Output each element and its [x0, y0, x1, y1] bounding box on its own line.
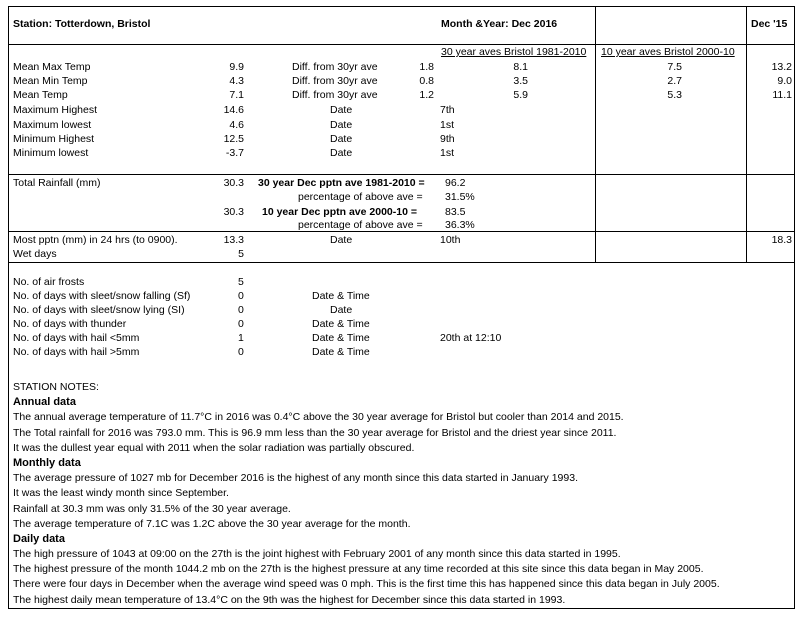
note-line: There were four days in December when the average wind speed was 0 mph. This is the first time this has happened since this data began in July 2005. [13, 578, 720, 591]
divider [595, 6, 596, 262]
date-value: 7th [440, 104, 455, 116]
note-line: The average pressure of 1027 mb for December 2016 is the highest of any month since this data started in January 1993. [13, 472, 578, 485]
row-value: 0 [238, 318, 244, 330]
note-line: The highest daily mean temperature of 13.4°C on the 9th was the highest for December since this data started in 1993. [13, 593, 566, 606]
date-value: 1st [440, 147, 455, 159]
prev-value: 11.1 [772, 89, 792, 101]
rain-ave10-value: 83.5 [445, 206, 466, 218]
row-label: No. of days with hail >5mm [13, 346, 140, 358]
date-label: Date & Time [312, 346, 370, 358]
rainfall-value: 30.3 [223, 177, 244, 189]
annual-heading: Annual data [13, 396, 76, 409]
diff-value: 1.2 [419, 89, 434, 101]
station-notes [13, 380, 793, 608]
divider [746, 6, 747, 262]
row-label: Maximum Highest [13, 104, 98, 116]
row-label: Mean Max Temp [13, 61, 91, 73]
note-line: The average temperature of 7.1C was 1.2C above the 30 year average for the month. [13, 517, 411, 530]
row-value: 4.6 [229, 119, 244, 131]
rain-pct30-label: percentage of above ave = [298, 191, 423, 203]
row-label: No. of days with hail <5mm [13, 332, 140, 344]
divider [8, 262, 795, 263]
ave10-value: 5.3 [667, 89, 682, 101]
date-label: Date & Time [312, 318, 370, 330]
note-line: It was the dullest year equal with 2011 when the solar radiation was partially obscured. [13, 441, 415, 454]
wet-days-value: 5 [238, 248, 244, 260]
daily-heading: Daily data [13, 532, 65, 545]
date-value: 20th at 12:10 [440, 332, 502, 344]
note-line: The Total rainfall for 2016 was 793.0 mm. This is 96.9 mm less than the 30 year average for Bristol and the driest year since 2011. [13, 426, 617, 439]
row-value: 7.1 [229, 89, 244, 101]
most-pptn-date: 10th [440, 234, 461, 246]
ave30-value: 8.1 [513, 61, 528, 73]
rain-pct30-value: 31.5% [445, 191, 475, 203]
row-label: No. of days with sleet/snow lying (SI) [13, 304, 185, 316]
row-value: 12.5 [223, 133, 244, 145]
row-label: Maximum lowest [13, 119, 92, 131]
monthly-heading: Monthly data [13, 456, 81, 469]
prev-year-title: Dec '15 [751, 18, 788, 30]
row-value: 4.3 [229, 75, 244, 87]
rain-pct10-label: percentage of above ave = [298, 219, 423, 231]
date-value: 9th [440, 133, 455, 145]
date-value: 1st [440, 119, 455, 131]
ave30-heading: 30 year aves Bristol 1981-2010 [441, 46, 587, 58]
note-line: The highest pressure of the month 1044.2 mb on the 27th is the highest pressure at any time recorded at this site since this data began in May 2005. [13, 563, 704, 576]
diff-label: Diff. from 30yr ave [292, 75, 378, 87]
row-value: 5 [238, 276, 244, 288]
note-line: The annual average temperature of 11.7°C in 2016 was 0.4°C above the 30 year average for Bristol but cooler than 2014 and 2015. [13, 411, 624, 424]
row-label: Mean Min Temp [13, 75, 88, 87]
notes-title: STATION NOTES: [13, 381, 99, 393]
row-label: No. of air frosts [13, 276, 85, 288]
rain-ave30-value: 96.2 [445, 177, 466, 189]
diff-label: Diff. from 30yr ave [292, 89, 378, 101]
row-label: Minimum lowest [13, 147, 89, 159]
diff-value: 1.8 [419, 61, 434, 73]
ave30-value: 3.5 [513, 75, 528, 87]
date-label: Date & Time [312, 332, 370, 344]
row-value: -3.7 [225, 147, 244, 159]
row-value: 0 [238, 304, 244, 316]
most-pptn-label: Most pptn (mm) in 24 hrs (to 0900). [13, 234, 178, 246]
prev-value: 9.0 [777, 75, 792, 87]
row-value: 1 [238, 332, 244, 344]
row-value: 0 [238, 290, 244, 302]
date-label: Date [330, 133, 353, 145]
row-value: 9.9 [229, 61, 244, 73]
row-label: Mean Temp [13, 89, 68, 101]
prev-value: 13.2 [771, 61, 792, 73]
most-pptn-prev: 18.3 [771, 234, 792, 246]
divider [8, 174, 795, 175]
rainfall-value-2: 30.3 [223, 206, 244, 218]
most-pptn-date-label: Date [330, 234, 353, 246]
note-line: Rainfall at 30.3 mm was only 31.5% of the 30 year average. [13, 502, 291, 515]
date-label: Date & Time [312, 290, 370, 302]
ave10-heading: 10 year aves Bristol 2000-10 [601, 46, 735, 58]
most-pptn-value: 13.3 [223, 234, 244, 246]
month-year-title: Month &Year: Dec 2016 [441, 18, 558, 30]
rain-ave30-label: 30 year Dec pptn ave 1981-2010 = [258, 177, 425, 189]
ave30-value: 5.9 [513, 89, 528, 101]
station-title: Station: Totterdown, Bristol [13, 18, 151, 30]
row-label: Minimum Highest [13, 133, 95, 145]
date-label: Date [330, 104, 353, 116]
row-label: No. of days with sleet/snow falling (Sf) [13, 290, 191, 302]
date-label: Date [330, 119, 353, 131]
row-value: 14.6 [223, 104, 244, 116]
rain-pct10-value: 36.3% [445, 219, 475, 231]
row-value: 0 [238, 346, 244, 358]
wet-days-label: Wet days [13, 248, 57, 260]
ave10-value: 2.7 [667, 75, 682, 87]
row-label: No. of days with thunder [13, 318, 127, 330]
rainfall-label: Total Rainfall (mm) [13, 177, 101, 189]
diff-value: 0.8 [419, 75, 434, 87]
note-line: The high pressure of 1043 at 09:00 on the 27th is the joint highest with February 2001 of any month since this data started in 1995. [13, 548, 621, 561]
date-label: Date [330, 147, 353, 159]
diff-label: Diff. from 30yr ave [292, 61, 378, 73]
note-line: It was the least windy month since September. [13, 487, 229, 500]
rain-ave10-label: 10 year Dec pptn ave 2000-10 = [262, 206, 417, 218]
ave10-value: 7.5 [667, 61, 682, 73]
date-label: Date [330, 304, 353, 316]
